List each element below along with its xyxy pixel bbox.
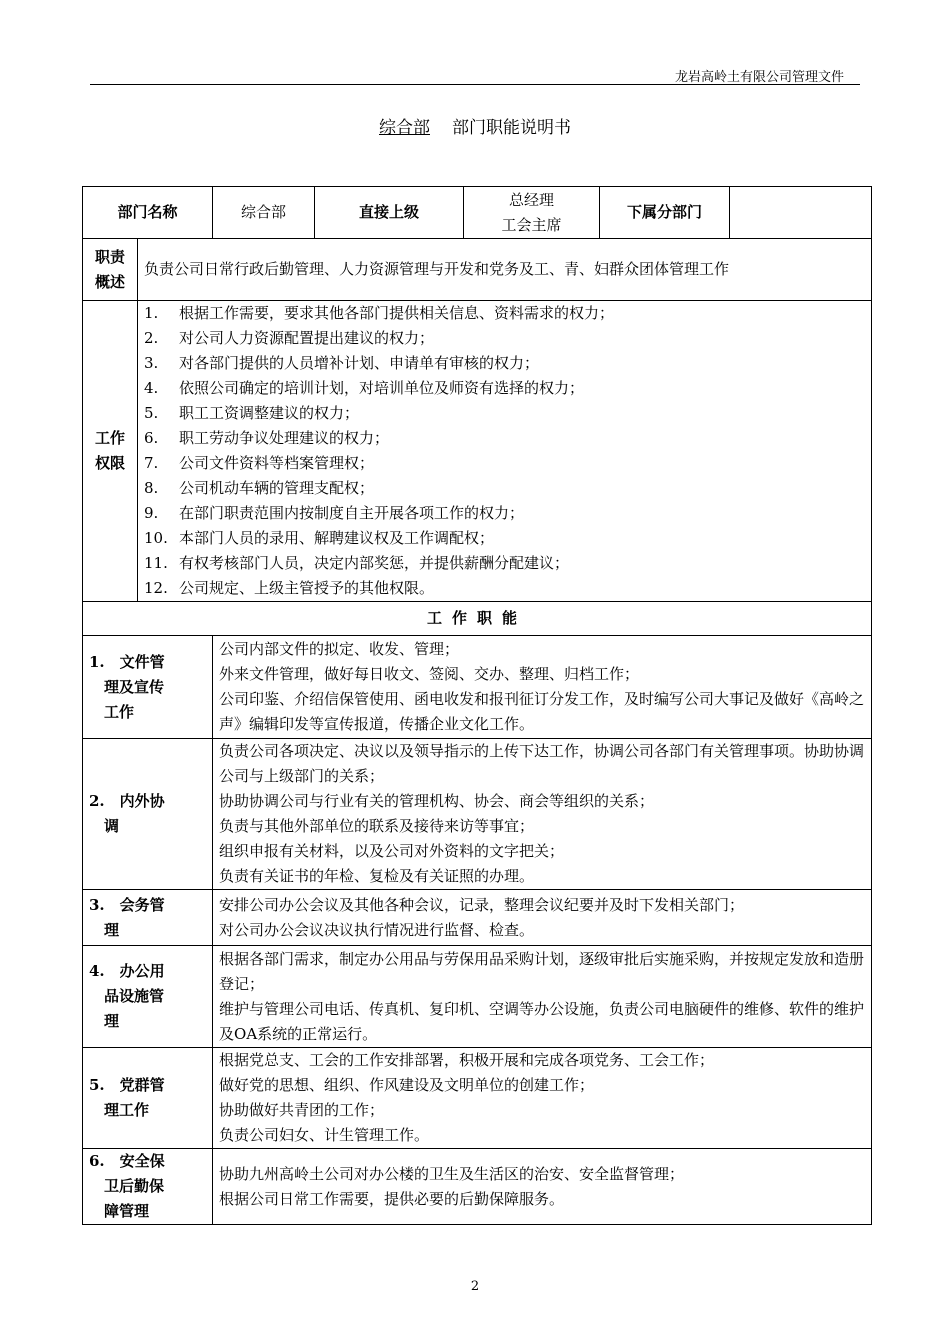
function-line: 对公司办公会议决议执行情况进行监督、检查。 (219, 920, 535, 939)
authority-item-text: 对公司人力资源配置提出建议的权力； (179, 329, 435, 347)
authority-item (144, 426, 865, 451)
superior-label: 直接上级 (315, 187, 464, 239)
sub-dept-value (730, 187, 872, 239)
authority-item (144, 551, 865, 576)
function-line: 根据各部门需求，制定办公用品与劳保用品采购计划，逐级审批后实施采购，并按规定发放和造册登记； (219, 949, 865, 993)
function-label-line: 品设施管 (89, 987, 165, 1005)
overview-label-line: 概述 (94, 272, 125, 291)
authority-item (144, 476, 865, 501)
authority-item (144, 526, 865, 551)
authority-item-text: 职工工资调整建议的权力； (179, 404, 360, 422)
function-content (213, 946, 872, 1048)
dept-name-value: 综合部 (213, 187, 315, 239)
function-line: 协助协调公司与行业有关的管理机构、协会、商会等组织的关系； (219, 792, 655, 810)
function-label-line: 3. 会务管 (89, 895, 165, 914)
authority-item-num: 11. (144, 554, 168, 572)
function-label (83, 890, 213, 946)
function-content (213, 890, 872, 946)
authority-item-num: 8. (144, 479, 159, 497)
authority-label-line: 权限 (94, 454, 125, 472)
function-row (83, 890, 872, 946)
authority-item-text: 本部门人员的录用、解聘建议权及工作调配权； (179, 529, 495, 547)
authority-item-num: 3. (144, 354, 159, 372)
authority-item (144, 401, 865, 426)
authority-row (83, 301, 872, 602)
authority-item-num: 2. (144, 329, 159, 347)
overview-row (83, 239, 872, 301)
superior-value-line: 工会主席 (501, 215, 562, 234)
duties-table (82, 186, 872, 1225)
function-content (213, 739, 872, 890)
doc-title-rest: 部门职能说明书 (452, 118, 571, 138)
superior-value (464, 187, 600, 239)
authority-item (144, 451, 865, 476)
authority-item-num: 12. (144, 579, 168, 597)
function-label-line: 理工作 (89, 1101, 150, 1119)
function-line: 根据党总支、工会的工作安排部署，积极开展和完成各项党务、工会工作； (219, 1051, 715, 1069)
authority-item-num: 10. (144, 529, 168, 547)
authority-item-num: 5. (144, 404, 159, 422)
function-row (83, 1048, 872, 1149)
function-line: 协助做好共青团的工作； (219, 1101, 385, 1119)
function-label-line: 理 (89, 920, 120, 939)
authority-item (144, 301, 865, 326)
function-row (83, 1149, 872, 1225)
superior-value-line: 总经理 (509, 190, 555, 209)
authority-label (83, 301, 138, 602)
function-line: 协助九州高岭土公司对办公楼的卫生及生活区的治安、安全监督管理； (219, 1164, 685, 1183)
function-line: 做好党的思想、组织、作风建设及文明单位的创建工作； (219, 1076, 595, 1094)
authority-item-text: 公司机动车辆的管理支配权； (179, 479, 375, 497)
header-rule (90, 84, 860, 85)
authority-item-num: 1. (144, 304, 159, 322)
function-line: 安排公司办公会议及其他各种会议，记录，整理会议纪要并及时下发相关部门； (219, 895, 745, 914)
function-content (213, 1048, 872, 1149)
overview-label (83, 239, 138, 301)
doc-title-dept: 综合部 (379, 118, 430, 138)
authority-item-num: 6. (144, 429, 159, 447)
info-row (83, 187, 872, 239)
authority-item (144, 351, 865, 376)
authority-item (144, 376, 865, 401)
function-label (83, 1048, 213, 1149)
function-line: 维护与管理公司电话、传真机、复印机、空调等办公设施，负责公司电脑硬件的维修、软件的维护及OA系统的正常运行。 (219, 999, 865, 1043)
function-line: 公司印鉴、介绍信保管使用、函电收发和报刊征订分发工作，及时编写公司大事记及做好《高岭之声》编辑印发等宣传报道，传播企业文化工作。 (219, 690, 865, 733)
authority-item-num: 4. (144, 379, 159, 397)
authority-item-num: 7. (144, 454, 159, 472)
function-content (213, 636, 872, 739)
function-line: 负责公司各项决定、决议以及领导指示的上传下达工作，协调公司各部门有关管理事项。协助协调公司与上级部门的关系； (219, 742, 865, 785)
authority-item (144, 576, 865, 601)
function-label-line: 理 (89, 1012, 120, 1030)
function-row (83, 636, 872, 739)
authority-item-text: 在部门职责范围内按制度自主开展各项工作的权力； (179, 504, 525, 522)
function-line: 公司内部文件的拟定、收发、管理； (219, 640, 460, 658)
authority-item-text: 对各部门提供的人员增补计划、申请单有审核的权力； (179, 354, 540, 372)
function-label-line: 调 (89, 817, 120, 835)
doc-title (0, 113, 950, 138)
function-label-line: 6. 安全保 (89, 1152, 165, 1170)
sub-dept-label: 下属分部门 (600, 187, 730, 239)
page-number: 2 (470, 1279, 480, 1294)
overview-text: 负责公司日常行政后勤管理、人力资源管理与开发和党务及工、青、妇群众团体管理工作 (138, 239, 872, 301)
function-label (83, 636, 213, 739)
authority-item-num: 9. (144, 504, 159, 522)
function-line: 负责与其他外部单位的联系及接待来访等事宜； (219, 817, 535, 835)
function-label (83, 946, 213, 1048)
dept-name-label: 部门名称 (83, 187, 213, 239)
authority-item-text: 依照公司确定的培训计划，对培训单位及师资有选择的权力； (179, 379, 585, 397)
function-label (83, 1149, 213, 1225)
function-line: 根据公司日常工作需要，提供必要的后勤保障服务。 (219, 1189, 565, 1208)
function-label-line: 理及宣传 (89, 677, 165, 696)
function-label-line: 卫后勤保 (89, 1177, 165, 1195)
authority-item-text: 职工劳动争议处理建议的权力； (179, 429, 390, 447)
function-line: 组织申报有关材料，以及公司对外资料的文字把关； (219, 842, 565, 860)
function-label-line: 4. 办公用 (89, 962, 165, 980)
authority-list (138, 301, 872, 602)
functions-title-row (83, 602, 872, 636)
function-line: 负责公司妇女、计生管理工作。 (219, 1126, 430, 1144)
overview-label-line: 职责 (94, 247, 125, 266)
function-label-line: 1. 文件管 (89, 652, 165, 671)
authority-item-text: 有权考核部门人员，决定内部奖惩，并提供薪酬分配建议； (179, 554, 570, 572)
authority-item (144, 501, 865, 526)
function-row (83, 739, 872, 890)
functions-title: 工作职能 (83, 602, 872, 636)
authority-label-line: 工作 (94, 429, 125, 447)
function-line: 负责有关证书的年检、复检及有关证照的办理。 (219, 867, 535, 885)
function-label-line: 5. 党群管 (89, 1076, 165, 1094)
function-label-line: 工作 (89, 702, 135, 721)
function-label-line: 2. 内外协 (89, 792, 165, 810)
function-label-line: 障管理 (89, 1202, 150, 1220)
authority-item-text: 根据工作需要，要求其他各部门提供相关信息、资料需求的权力； (179, 304, 615, 322)
authority-item-text: 公司文件资料等档案管理权； (179, 454, 375, 472)
function-content (213, 1149, 872, 1225)
authority-item (144, 326, 865, 351)
header-text: 龙岩高岭土有限公司管理文件 (674, 70, 844, 85)
authority-item-text: 公司规定、上级主管授予的其他权限。 (179, 579, 435, 597)
function-row (83, 946, 872, 1048)
function-label (83, 739, 213, 890)
function-line: 外来文件管理，做好每日收文、签阅、交办、整理、归档工作； (219, 665, 640, 683)
